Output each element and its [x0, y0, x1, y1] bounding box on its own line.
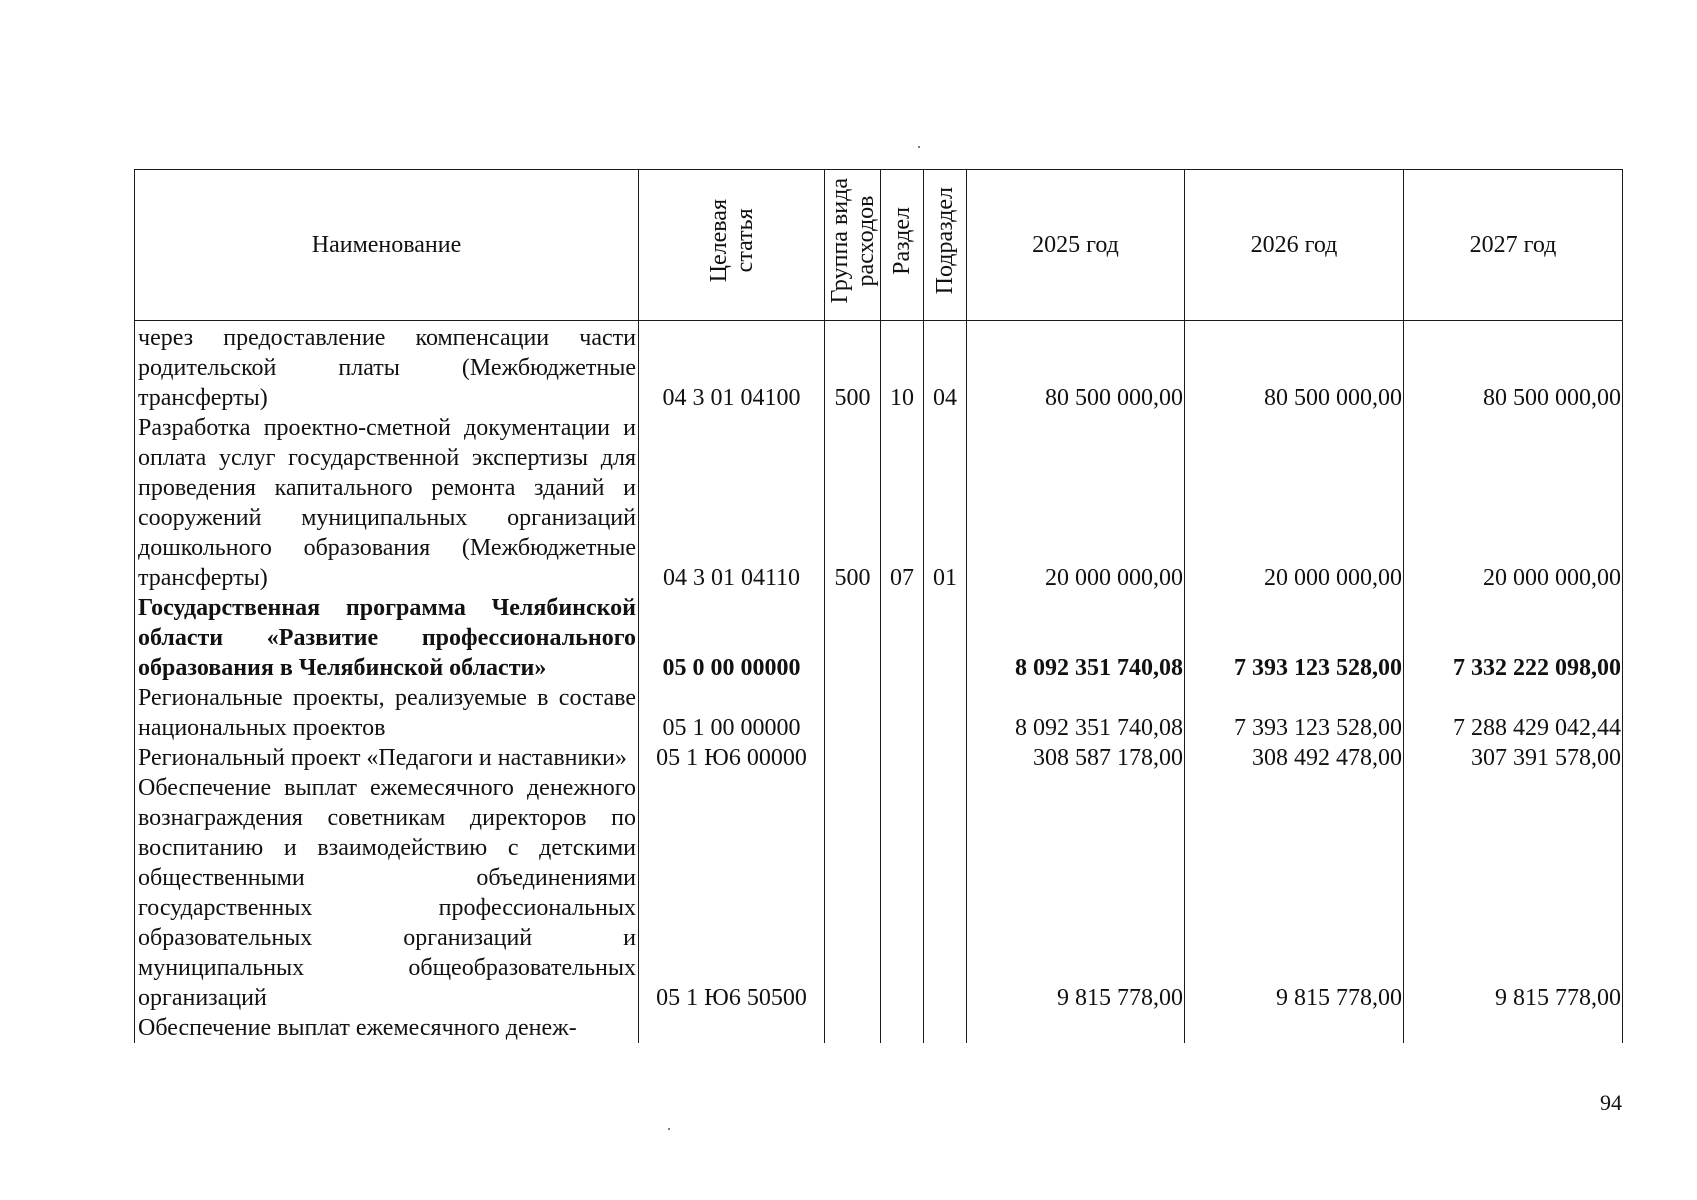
row-code: 05 1 Ю6 00000 [639, 743, 825, 773]
table-row [135, 1013, 1623, 1043]
row-name: Региональные проекты, реализуемые в составе национальных проектов [135, 683, 639, 743]
row-amount-2026: 80 500 000,00 [1185, 321, 1404, 414]
row-subsection [924, 743, 967, 773]
page-number: 94 [1600, 1090, 1622, 1115]
scan-speck [918, 146, 920, 148]
row-group: 500 [825, 413, 881, 593]
row-code: 05 1 Ю6 50500 [639, 773, 825, 1013]
row-amount-2027: 7 332 222 098,00 [1404, 593, 1623, 683]
row-amount-2027 [1404, 1013, 1623, 1043]
row-group [825, 683, 881, 743]
header-year-2026: 2026 год [1185, 170, 1404, 321]
row-section [881, 683, 924, 743]
row-name: Разработка проектно-сметной документации и оплата услуг государственной экспертизы для проведения капитального ремонта зданий и сооружений муниципальных организаций дошкольного образования (Межбюджетные трансферты) [135, 413, 639, 593]
row-code: 05 1 00 00000 [639, 683, 825, 743]
row-amount-2027: 9 815 778,00 [1404, 773, 1623, 1013]
budget-table [134, 169, 1623, 1043]
row-name: Обеспечение выплат ежемесячного денеж- [135, 1013, 639, 1043]
row-subsection: 01 [924, 413, 967, 593]
row-section [881, 593, 924, 683]
row-amount-2025: 8 092 351 740,08 [967, 593, 1185, 683]
table-row [135, 683, 1623, 743]
row-amount-2026: 9 815 778,00 [1185, 773, 1404, 1013]
row-amount-2027: 80 500 000,00 [1404, 321, 1623, 414]
header-subsection: Подраздел [924, 170, 967, 321]
row-subsection [924, 683, 967, 743]
scan-speck [668, 1128, 670, 1130]
row-section [881, 773, 924, 1013]
row-section: 07 [881, 413, 924, 593]
row-code: 04 3 01 04100 [639, 321, 825, 414]
row-group [825, 1013, 881, 1043]
table-row [135, 321, 1623, 414]
row-amount-2026: 308 492 478,00 [1185, 743, 1404, 773]
table-row [135, 743, 1623, 773]
table-row-program [135, 593, 1623, 683]
row-section [881, 1013, 924, 1043]
row-section [881, 743, 924, 773]
row-amount-2026: 7 393 123 528,00 [1185, 593, 1404, 683]
row-amount-2027: 7 288 429 042,44 [1404, 683, 1623, 743]
row-name: Обеспечение выплат ежемесячного денежного вознаграждения советникам директоров по воспитанию и взаимодействию с детскими общественными объединениями государственных профессиональных образовательных организаций и муниципальных общеобразовательных организаций [135, 773, 639, 1013]
row-amount-2025: 308 587 178,00 [967, 743, 1185, 773]
row-amount-2025 [967, 1013, 1185, 1043]
row-code: 05 0 00 00000 [639, 593, 825, 683]
row-amount-2026 [1185, 1013, 1404, 1043]
row-name: Государственная программа Челябинской области «Развитие профессионального образования в Челябинской области» [135, 593, 639, 683]
header-year-2025: 2025 год [967, 170, 1185, 321]
row-code: 04 3 01 04110 [639, 413, 825, 593]
row-group [825, 743, 881, 773]
row-name: через предоставление компенсации части родительской платы (Межбюджетные трансферты) [135, 321, 639, 414]
table-row [135, 773, 1623, 1013]
row-amount-2025: 80 500 000,00 [967, 321, 1185, 414]
header-target-article: Целевая статья [639, 170, 825, 321]
row-amount-2027: 20 000 000,00 [1404, 413, 1623, 593]
row-amount-2026: 20 000 000,00 [1185, 413, 1404, 593]
row-amount-2025: 9 815 778,00 [967, 773, 1185, 1013]
row-amount-2025: 8 092 351 740,08 [967, 683, 1185, 743]
row-amount-2026: 7 393 123 528,00 [1185, 683, 1404, 743]
table-row [135, 413, 1623, 593]
row-amount-2027: 307 391 578,00 [1404, 743, 1623, 773]
header-expense-group: Группа вида расходов [825, 170, 881, 321]
row-subsection: 04 [924, 321, 967, 414]
row-subsection [924, 1013, 967, 1043]
row-section: 10 [881, 321, 924, 414]
row-group [825, 773, 881, 1013]
row-code [639, 1013, 825, 1043]
row-amount-2025: 20 000 000,00 [967, 413, 1185, 593]
table-header-row [135, 170, 1623, 321]
row-subsection [924, 773, 967, 1013]
row-group: 500 [825, 321, 881, 414]
header-name: Наименование [135, 170, 639, 321]
row-group [825, 593, 881, 683]
header-year-2027: 2027 год [1404, 170, 1623, 321]
row-subsection [924, 593, 967, 683]
row-name: Региональный проект «Педагоги и наставники» [135, 743, 639, 773]
header-section: Раздел [881, 170, 924, 321]
